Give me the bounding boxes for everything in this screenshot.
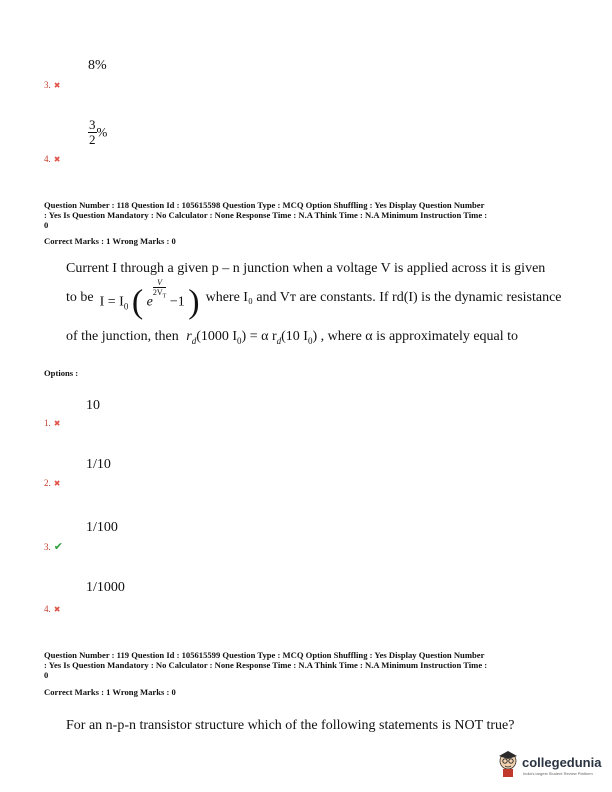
cross-icon: ✖ — [53, 419, 61, 428]
q119-meta: Question Number : 119 Question Id : 105615599 Question Type : MCQ Option Shuffling : Yes Display Question Number : Yes Is Question Mandatory : No Calculator : None Response Time : N.A Think Time : N.A Minimum Instruction Time : 0 — [44, 650, 488, 680]
cross-icon: ✖ — [53, 479, 61, 488]
cross-icon: ✖ — [53, 155, 61, 164]
cross-icon: ✖ — [53, 81, 61, 90]
q118-option-3-text: 1/100 — [86, 520, 118, 535]
q118-option-1-text: 10 — [86, 398, 100, 413]
options-label: Options : — [44, 368, 79, 378]
q118-option-2-number: 2. ✖ — [44, 478, 61, 488]
mascot-icon — [496, 748, 520, 778]
prev-option-3-number: 3. ✖ — [44, 80, 61, 90]
collegedunia-logo: collegedunia India's largest Student Review Platform — [496, 744, 604, 784]
prev-option-3-text: 8% — [88, 58, 107, 73]
q118-marks: Correct Marks : 1 Wrong Marks : 0 — [44, 236, 176, 246]
check-icon: ✔ — [53, 541, 63, 553]
q119-marks: Correct Marks : 1 Wrong Marks : 0 — [44, 687, 176, 697]
cross-icon: ✖ — [53, 605, 61, 614]
q118-option-3-number: 3. ✔ — [44, 541, 63, 553]
q118-text-line1: Current I through a given p – n junction when a voltage V is applied across it is given — [66, 261, 546, 276]
q118-formula: $I = I_0$ ( e $^{\frac{V}{2V_T}}$ −1 ) — [99, 278, 200, 321]
q118-option-1-number: 1. ✖ — [44, 418, 61, 428]
q118-text-line3: of the junction, then $r_d(1000$ $I_0) = \alpha$ $r_d(10$ $I_0$) , where α is approximately equal to — [66, 329, 519, 346]
q119-text: For an n-p-n transistor structure which of the following statements is NOT true? — [66, 718, 515, 733]
prev-option-4-number: 4. ✖ — [44, 154, 61, 164]
prev-option-4-fraction: $\frac{3}{2}$ % — [89, 117, 108, 147]
q118-option-4-text: 1/1000 — [86, 580, 125, 595]
q118-meta: Question Number : 118 Question Id : 105615598 Question Type : MCQ Option Shuffling : Yes Display Question Number : Yes Is Question Mandatory : No Calculator : None Response Time : N.A Think Time : N.A Minimum Instruction Time : 0 — [44, 200, 488, 230]
q118-option-4-number: 4. ✖ — [44, 604, 61, 614]
q118-text-line2: to be $I = I_0$ ( e $^{\frac{V}{2V_T}}$ −1 ) where I₀ and Vᴛ are constants. If rd(I) is the dynamic resistance — [66, 278, 562, 321]
q118-option-2-text: 1/10 — [86, 457, 111, 472]
